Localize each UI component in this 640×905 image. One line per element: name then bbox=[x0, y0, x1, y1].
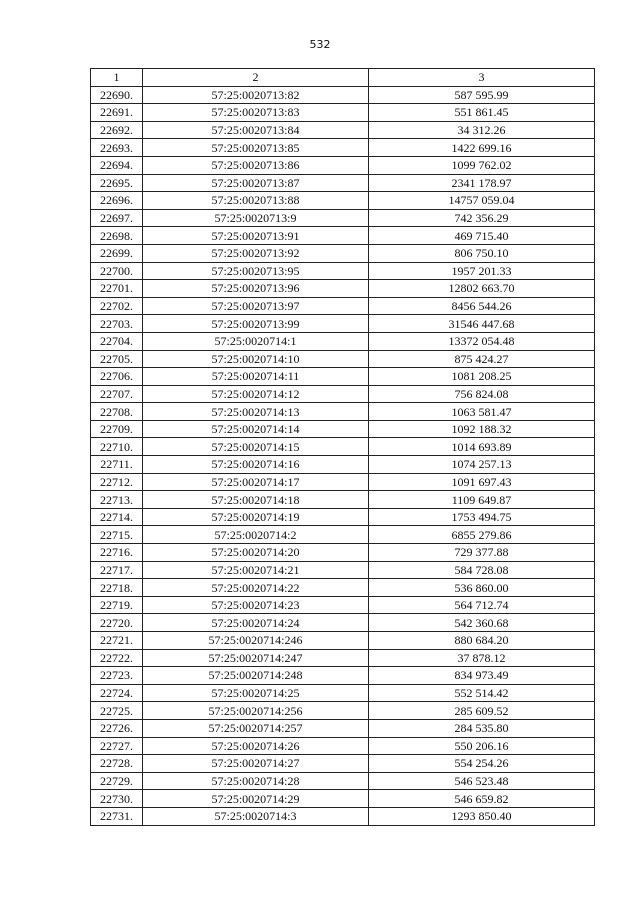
row-number-cell: 22713. bbox=[91, 491, 143, 509]
cadastral-number-cell: 57:25:0020713:95 bbox=[143, 262, 369, 280]
cadastral-number-cell: 57:25:0020713:96 bbox=[143, 280, 369, 298]
row-number-cell: 22730. bbox=[91, 790, 143, 808]
row-number-cell: 22705. bbox=[91, 350, 143, 368]
value-cell: 1293 850.40 bbox=[369, 807, 595, 825]
table-row bbox=[91, 297, 595, 315]
row-number-cell: 22702. bbox=[91, 297, 143, 315]
table-row bbox=[91, 807, 595, 825]
value-cell: 551 861.45 bbox=[369, 104, 595, 122]
row-number-cell: 22727. bbox=[91, 737, 143, 755]
table-row bbox=[91, 790, 595, 808]
table-row bbox=[91, 526, 595, 544]
row-number-cell: 22697. bbox=[91, 209, 143, 227]
row-number-cell: 22706. bbox=[91, 368, 143, 386]
value-cell: 31546 447.68 bbox=[369, 315, 595, 333]
value-cell: 34 312.26 bbox=[369, 121, 595, 139]
cadastral-number-cell: 57:25:0020714:26 bbox=[143, 737, 369, 755]
table-header-row bbox=[91, 69, 595, 87]
cadastral-number-cell: 57:25:0020714:2 bbox=[143, 526, 369, 544]
column-header-2: 2 bbox=[143, 69, 369, 87]
table-row bbox=[91, 315, 595, 333]
table-row bbox=[91, 702, 595, 720]
row-number-cell: 22695. bbox=[91, 174, 143, 192]
cadastral-number-cell: 57:25:0020714:3 bbox=[143, 807, 369, 825]
table-row bbox=[91, 350, 595, 368]
value-cell: 742 356.29 bbox=[369, 209, 595, 227]
cadastral-number-cell: 57:25:0020714:10 bbox=[143, 350, 369, 368]
table-row bbox=[91, 368, 595, 386]
table-row bbox=[91, 156, 595, 174]
row-number-cell: 22718. bbox=[91, 579, 143, 597]
cadastral-number-cell: 57:25:0020714:27 bbox=[143, 755, 369, 773]
value-cell: 834 973.49 bbox=[369, 667, 595, 685]
cadastral-number-cell: 57:25:0020713:92 bbox=[143, 244, 369, 262]
cadastral-number-cell: 57:25:0020714:23 bbox=[143, 596, 369, 614]
value-cell: 285 609.52 bbox=[369, 702, 595, 720]
cadastral-number-cell: 57:25:0020714:22 bbox=[143, 579, 369, 597]
table-row bbox=[91, 174, 595, 192]
row-number-cell: 22696. bbox=[91, 192, 143, 210]
table-row bbox=[91, 139, 595, 157]
table-row bbox=[91, 192, 595, 210]
value-cell: 1957 201.33 bbox=[369, 262, 595, 280]
row-number-cell: 22711. bbox=[91, 456, 143, 474]
cadastral-number-cell: 57:25:0020713:99 bbox=[143, 315, 369, 333]
value-cell: 1014 693.89 bbox=[369, 438, 595, 456]
value-cell: 37 878.12 bbox=[369, 649, 595, 667]
table-row bbox=[91, 491, 595, 509]
value-cell: 554 254.26 bbox=[369, 755, 595, 773]
cadastral-number-cell: 57:25:0020714:12 bbox=[143, 385, 369, 403]
value-cell: 8456 544.26 bbox=[369, 297, 595, 315]
value-cell: 584 728.08 bbox=[369, 561, 595, 579]
row-number-cell: 22707. bbox=[91, 385, 143, 403]
value-cell: 284 535.80 bbox=[369, 719, 595, 737]
row-number-cell: 22690. bbox=[91, 86, 143, 104]
row-number-cell: 22722. bbox=[91, 649, 143, 667]
table-row bbox=[91, 280, 595, 298]
cadastral-number-cell: 57:25:0020713:84 bbox=[143, 121, 369, 139]
value-cell: 587 595.99 bbox=[369, 86, 595, 104]
cadastral-number-cell: 57:25:0020713:82 bbox=[143, 86, 369, 104]
row-number-cell: 22717. bbox=[91, 561, 143, 579]
row-number-cell: 22712. bbox=[91, 473, 143, 491]
cadastral-number-cell: 57:25:0020714:18 bbox=[143, 491, 369, 509]
value-cell: 6855 279.86 bbox=[369, 526, 595, 544]
table-row bbox=[91, 104, 595, 122]
value-cell: 1081 208.25 bbox=[369, 368, 595, 386]
table-row bbox=[91, 473, 595, 491]
value-cell: 756 824.08 bbox=[369, 385, 595, 403]
table-row bbox=[91, 438, 595, 456]
table-row bbox=[91, 227, 595, 245]
row-number-cell: 22710. bbox=[91, 438, 143, 456]
cadastral-number-cell: 57:25:0020714:14 bbox=[143, 420, 369, 438]
row-number-cell: 22720. bbox=[91, 614, 143, 632]
row-number-cell: 22701. bbox=[91, 280, 143, 298]
cadastral-number-cell: 57:25:0020714:256 bbox=[143, 702, 369, 720]
row-number-cell: 22725. bbox=[91, 702, 143, 720]
row-number-cell: 22704. bbox=[91, 332, 143, 350]
row-number-cell: 22698. bbox=[91, 227, 143, 245]
value-cell: 14757 059.04 bbox=[369, 192, 595, 210]
table-row bbox=[91, 262, 595, 280]
table-row bbox=[91, 544, 595, 562]
table-row bbox=[91, 772, 595, 790]
row-number-cell: 22719. bbox=[91, 596, 143, 614]
value-cell: 1422 699.16 bbox=[369, 139, 595, 157]
cadastral-number-cell: 57:25:0020714:15 bbox=[143, 438, 369, 456]
column-header-3: 3 bbox=[369, 69, 595, 87]
row-number-cell: 22726. bbox=[91, 719, 143, 737]
cadastral-number-cell: 57:25:0020714:257 bbox=[143, 719, 369, 737]
table-row bbox=[91, 632, 595, 650]
value-cell: 552 514.42 bbox=[369, 684, 595, 702]
cadastral-number-cell: 57:25:0020714:246 bbox=[143, 632, 369, 650]
table-row bbox=[91, 332, 595, 350]
cadastral-number-cell: 57:25:0020713:91 bbox=[143, 227, 369, 245]
cadastral-number-cell: 57:25:0020714:13 bbox=[143, 403, 369, 421]
cadastral-number-cell: 57:25:0020714:25 bbox=[143, 684, 369, 702]
row-number-cell: 22691. bbox=[91, 104, 143, 122]
row-number-cell: 22709. bbox=[91, 420, 143, 438]
cadastral-number-cell: 57:25:0020714:11 bbox=[143, 368, 369, 386]
table-row bbox=[91, 403, 595, 421]
value-cell: 806 750.10 bbox=[369, 244, 595, 262]
value-cell: 875 424.27 bbox=[369, 350, 595, 368]
value-cell: 564 712.74 bbox=[369, 596, 595, 614]
cadastral-number-cell: 57:25:0020714:248 bbox=[143, 667, 369, 685]
value-cell: 550 206.16 bbox=[369, 737, 595, 755]
value-cell: 729 377.88 bbox=[369, 544, 595, 562]
table-row bbox=[91, 719, 595, 737]
cadastral-number-cell: 57:25:0020714:24 bbox=[143, 614, 369, 632]
table-row bbox=[91, 561, 595, 579]
table-row bbox=[91, 420, 595, 438]
cadastral-number-cell: 57:25:0020713:87 bbox=[143, 174, 369, 192]
cadastral-number-cell: 57:25:0020713:83 bbox=[143, 104, 369, 122]
row-number-cell: 22728. bbox=[91, 755, 143, 773]
cadastral-number-cell: 57:25:0020713:97 bbox=[143, 297, 369, 315]
row-number-cell: 22692. bbox=[91, 121, 143, 139]
row-number-cell: 22703. bbox=[91, 315, 143, 333]
value-cell: 542 360.68 bbox=[369, 614, 595, 632]
table-row bbox=[91, 209, 595, 227]
cadastral-number-cell: 57:25:0020713:88 bbox=[143, 192, 369, 210]
cadastral-number-cell: 57:25:0020713:9 bbox=[143, 209, 369, 227]
value-cell: 13372 054.48 bbox=[369, 332, 595, 350]
row-number-cell: 22723. bbox=[91, 667, 143, 685]
value-cell: 1109 649.87 bbox=[369, 491, 595, 509]
value-cell: 1074 257.13 bbox=[369, 456, 595, 474]
table-row bbox=[91, 579, 595, 597]
row-number-cell: 22731. bbox=[91, 807, 143, 825]
table-row bbox=[91, 86, 595, 104]
row-number-cell: 22724. bbox=[91, 684, 143, 702]
value-cell: 880 684.20 bbox=[369, 632, 595, 650]
table-row bbox=[91, 684, 595, 702]
row-number-cell: 22721. bbox=[91, 632, 143, 650]
cadastral-number-cell: 57:25:0020714:19 bbox=[143, 508, 369, 526]
page-number: 532 bbox=[309, 38, 331, 51]
value-cell: 536 860.00 bbox=[369, 579, 595, 597]
row-number-cell: 22729. bbox=[91, 772, 143, 790]
row-number-cell: 22699. bbox=[91, 244, 143, 262]
table-body bbox=[91, 86, 595, 825]
cadastral-number-cell: 57:25:0020713:85 bbox=[143, 139, 369, 157]
cadastral-number-cell: 57:25:0020714:21 bbox=[143, 561, 369, 579]
table-row bbox=[91, 596, 595, 614]
table-row bbox=[91, 508, 595, 526]
value-cell: 469 715.40 bbox=[369, 227, 595, 245]
table-row bbox=[91, 755, 595, 773]
cadastral-number-cell: 57:25:0020714:17 bbox=[143, 473, 369, 491]
table-row bbox=[91, 385, 595, 403]
data-table bbox=[90, 68, 595, 826]
table-row bbox=[91, 244, 595, 262]
row-number-cell: 22693. bbox=[91, 139, 143, 157]
value-cell: 1092 188.32 bbox=[369, 420, 595, 438]
cadastral-number-cell: 57:25:0020714:29 bbox=[143, 790, 369, 808]
table-row bbox=[91, 649, 595, 667]
cadastral-number-cell: 57:25:0020714:28 bbox=[143, 772, 369, 790]
cadastral-number-cell: 57:25:0020714:1 bbox=[143, 332, 369, 350]
column-header-1: 1 bbox=[91, 69, 143, 87]
value-cell: 2341 178.97 bbox=[369, 174, 595, 192]
table-row bbox=[91, 614, 595, 632]
value-cell: 1753 494.75 bbox=[369, 508, 595, 526]
table-row bbox=[91, 667, 595, 685]
row-number-cell: 22715. bbox=[91, 526, 143, 544]
row-number-cell: 22714. bbox=[91, 508, 143, 526]
row-number-cell: 22708. bbox=[91, 403, 143, 421]
value-cell: 546 523.48 bbox=[369, 772, 595, 790]
cadastral-number-cell: 57:25:0020713:86 bbox=[143, 156, 369, 174]
value-cell: 1091 697.43 bbox=[369, 473, 595, 491]
cadastral-number-cell: 57:25:0020714:20 bbox=[143, 544, 369, 562]
table-row bbox=[91, 737, 595, 755]
value-cell: 1099 762.02 bbox=[369, 156, 595, 174]
cadastral-number-cell: 57:25:0020714:16 bbox=[143, 456, 369, 474]
row-number-cell: 22716. bbox=[91, 544, 143, 562]
table-row bbox=[91, 456, 595, 474]
value-cell: 546 659.82 bbox=[369, 790, 595, 808]
row-number-cell: 22700. bbox=[91, 262, 143, 280]
table-row bbox=[91, 121, 595, 139]
cadastral-number-cell: 57:25:0020714:247 bbox=[143, 649, 369, 667]
row-number-cell: 22694. bbox=[91, 156, 143, 174]
value-cell: 12802 663.70 bbox=[369, 280, 595, 298]
value-cell: 1063 581.47 bbox=[369, 403, 595, 421]
